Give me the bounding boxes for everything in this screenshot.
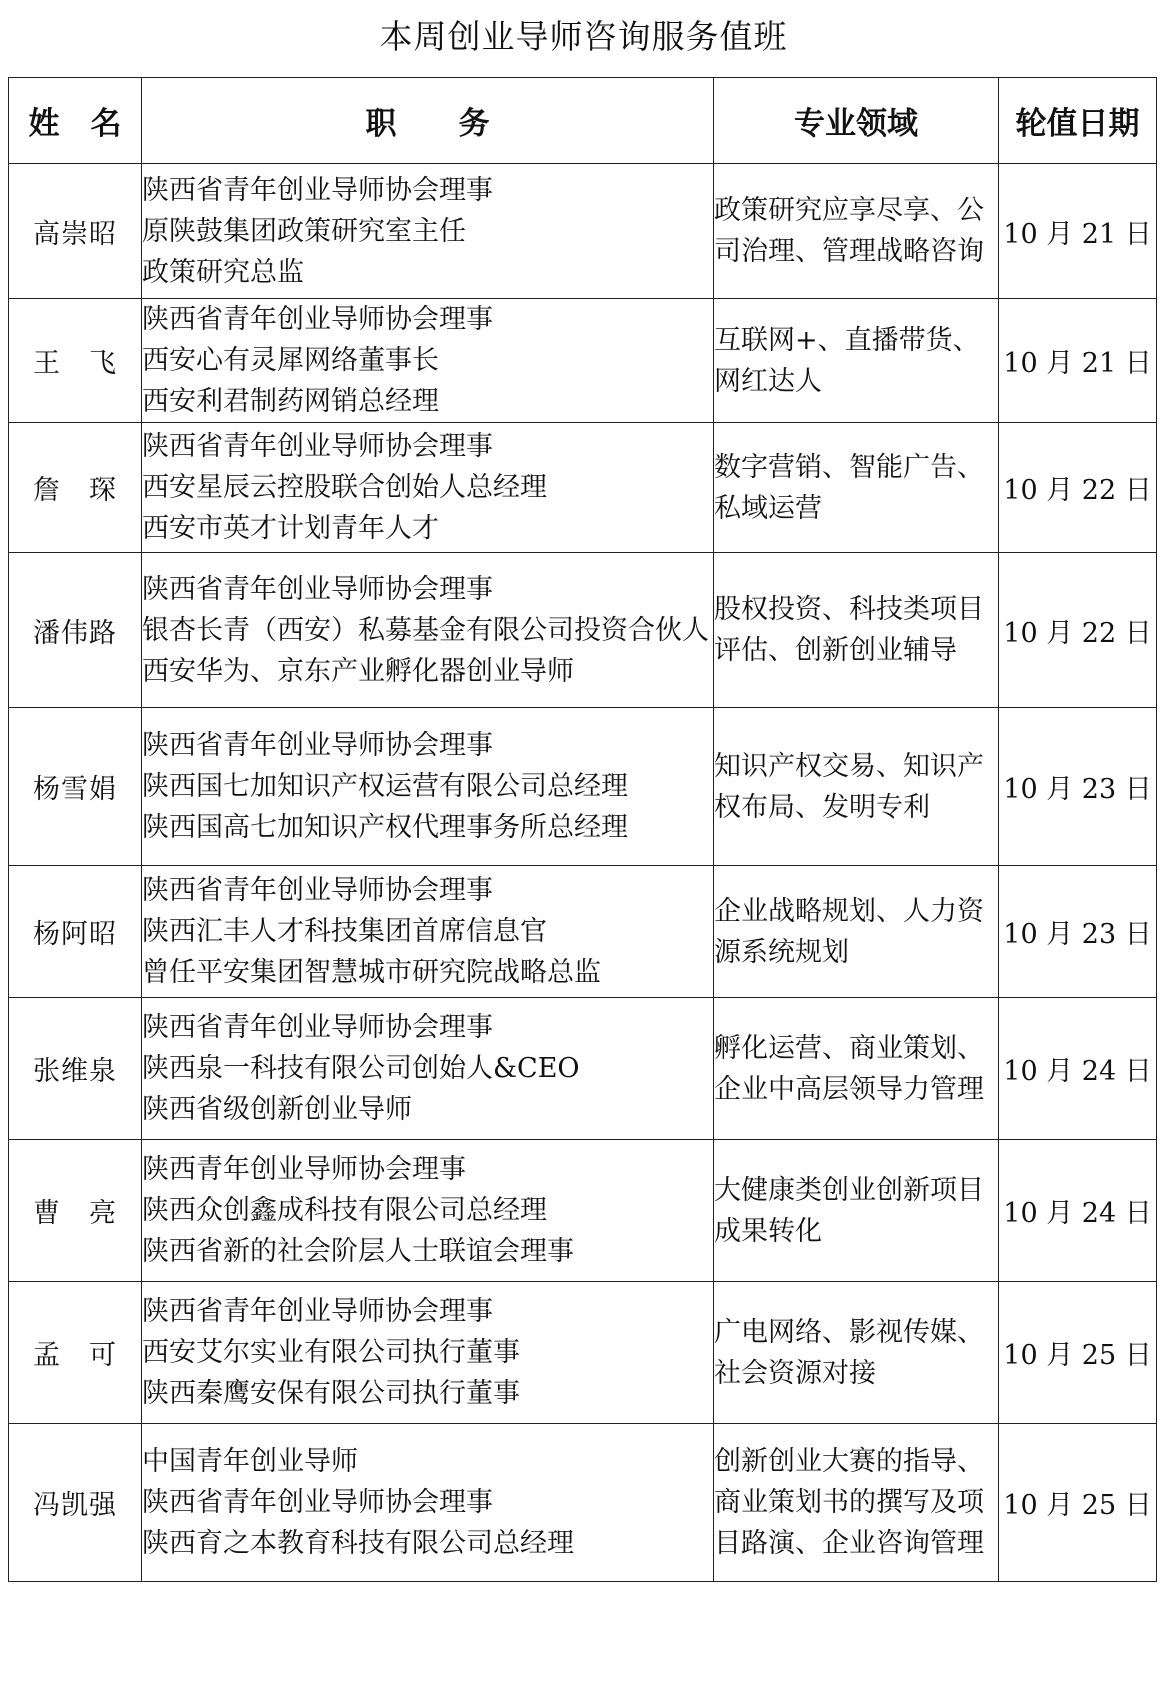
- mentor-position: [142, 553, 714, 708]
- expertise-field: 数字营销、智能广告、私域运营: [714, 423, 999, 553]
- header-position: 职 务: [142, 78, 714, 164]
- expertise-field: 大健康类创业创新项目成果转化: [714, 1140, 999, 1282]
- position-line: 中国青年创业导师: [142, 1446, 358, 1477]
- position-line: 银杏长青（西安）私募基金有限公司投资合伙人: [142, 614, 709, 646]
- mentor-position: [142, 998, 714, 1140]
- expertise-field: 广电网络、影视传媒、社会资源对接: [714, 1282, 999, 1424]
- position-line: 西安利君制药网销总经理: [142, 386, 439, 417]
- position-line: 陕西众创鑫成科技有限公司总经理: [142, 1195, 547, 1226]
- expertise-field: 股权投资、科技类项目评估、创新创业辅导: [714, 553, 999, 708]
- position-line: 陕西省青年创业导师协会理事: [142, 875, 493, 906]
- duty-date: 10 月 21 日: [999, 164, 1157, 299]
- position-line: 西安华为、京东产业孵化器创业导师: [142, 655, 574, 687]
- table-header-row: [9, 78, 1157, 164]
- header-field: 专业领域: [714, 78, 999, 164]
- expertise-field: 创新创业大赛的指导、商业策划书的撰写及项目路演、企业咨询管理: [714, 1424, 999, 1582]
- duty-date: 10 月 21 日: [999, 299, 1157, 423]
- mentor-name: 张维泉: [9, 998, 142, 1140]
- table-row: [9, 998, 1157, 1140]
- duty-date: 10 月 24 日: [999, 998, 1157, 1140]
- position-line: 陕西省青年创业导师协会理事: [142, 431, 493, 462]
- table-row: [9, 553, 1157, 708]
- duty-date: 10 月 24 日: [999, 1140, 1157, 1282]
- position-line: 陕西育之本教育科技有限公司总经理: [142, 1528, 574, 1559]
- position-line: 西安艾尔实业有限公司执行董事: [142, 1337, 520, 1368]
- position-line: 陕西省青年创业导师协会理事: [142, 1296, 493, 1327]
- mentor-name: 潘伟路: [9, 553, 142, 708]
- position-line: 西安市英才计划青年人才: [142, 513, 439, 544]
- page-title: 本周创业导师咨询服务值班: [379, 17, 788, 56]
- duty-date: 10 月 25 日: [999, 1424, 1157, 1582]
- position-line: 曾任平安集团智慧城市研究院战略总监: [142, 957, 601, 988]
- mentor-position: [142, 299, 714, 423]
- position-line: 陕西汇丰人才科技集团首席信息官: [142, 916, 547, 947]
- mentor-position: [142, 164, 714, 299]
- duty-date: 10 月 22 日: [999, 553, 1157, 708]
- position-line: 陕西国七加知识产权运营有限公司总经理: [142, 771, 628, 802]
- table-row: [9, 1140, 1157, 1282]
- position-line: 陕西省青年创业导师协会理事: [142, 1012, 493, 1043]
- table-row: [9, 866, 1157, 998]
- position-line: 陕西国高七加知识产权代理事务所总经理: [142, 812, 628, 843]
- expertise-field: 互联网+、直播带货、网红达人: [714, 299, 999, 423]
- mentor-name: 孟 可: [9, 1282, 142, 1424]
- expertise-field: 政策研究应享尽享、公司治理、管理战略咨询: [714, 164, 999, 299]
- mentor-name: 詹 琛: [9, 423, 142, 553]
- position-line: 西安星辰云控股联合创始人总经理: [142, 472, 547, 503]
- duty-table: [8, 77, 1157, 1582]
- mentor-name: 杨雪娟: [9, 708, 142, 866]
- table-row: [9, 1282, 1157, 1424]
- expertise-field: 知识产权交易、知识产权布局、发明专利: [714, 708, 999, 866]
- expertise-field: 企业战略规划、人力资源系统规划: [714, 866, 999, 998]
- position-line: 陕西秦鹰安保有限公司执行董事: [142, 1378, 520, 1409]
- position-line: 原陕鼓集团政策研究室主任: [142, 215, 466, 247]
- position-line: 陕西省级创新创业导师: [142, 1094, 412, 1125]
- table-row: [9, 164, 1157, 299]
- mentor-position: [142, 423, 714, 553]
- table-row: [9, 708, 1157, 866]
- expertise-field: 孵化运营、商业策划、企业中高层领导力管理: [714, 998, 999, 1140]
- mentor-position: [142, 866, 714, 998]
- mentor-name: 冯凯强: [9, 1424, 142, 1582]
- mentor-name: 高崇昭: [9, 164, 142, 299]
- mentor-position: [142, 1282, 714, 1424]
- mentor-name: 曹 亮: [9, 1140, 142, 1282]
- mentor-position: [142, 1140, 714, 1282]
- position-line: 西安心有灵犀网络董事长: [142, 345, 439, 376]
- table-row: [9, 1424, 1157, 1582]
- position-line: 陕西省青年创业导师协会理事: [142, 174, 493, 206]
- mentor-name: 杨阿昭: [9, 866, 142, 998]
- header-name: 姓 名: [9, 78, 142, 164]
- position-line: 陕西青年创业导师协会理事: [142, 1154, 466, 1185]
- position-line: 陕西省青年创业导师协会理事: [142, 304, 493, 335]
- table-row: [9, 299, 1157, 423]
- position-line: 政策研究总监: [142, 256, 304, 288]
- duty-date: 10 月 23 日: [999, 866, 1157, 998]
- mentor-name: 王 飞: [9, 299, 142, 423]
- duty-date: 10 月 25 日: [999, 1282, 1157, 1424]
- table-row: [9, 423, 1157, 553]
- header-date: 轮值日期: [999, 78, 1157, 164]
- position-line: 陕西省青年创业导师协会理事: [142, 1487, 493, 1518]
- duty-date: 10 月 22 日: [999, 423, 1157, 553]
- position-line: 陕西泉一科技有限公司创始人&CEO: [142, 1053, 580, 1084]
- mentor-position: [142, 1424, 714, 1582]
- position-line: 陕西省青年创业导师协会理事: [142, 573, 493, 605]
- duty-date: 10 月 23 日: [999, 708, 1157, 866]
- position-line: 陕西省新的社会阶层人士联谊会理事: [142, 1236, 574, 1267]
- mentor-position: [142, 708, 714, 866]
- position-line: 陕西省青年创业导师协会理事: [142, 730, 493, 761]
